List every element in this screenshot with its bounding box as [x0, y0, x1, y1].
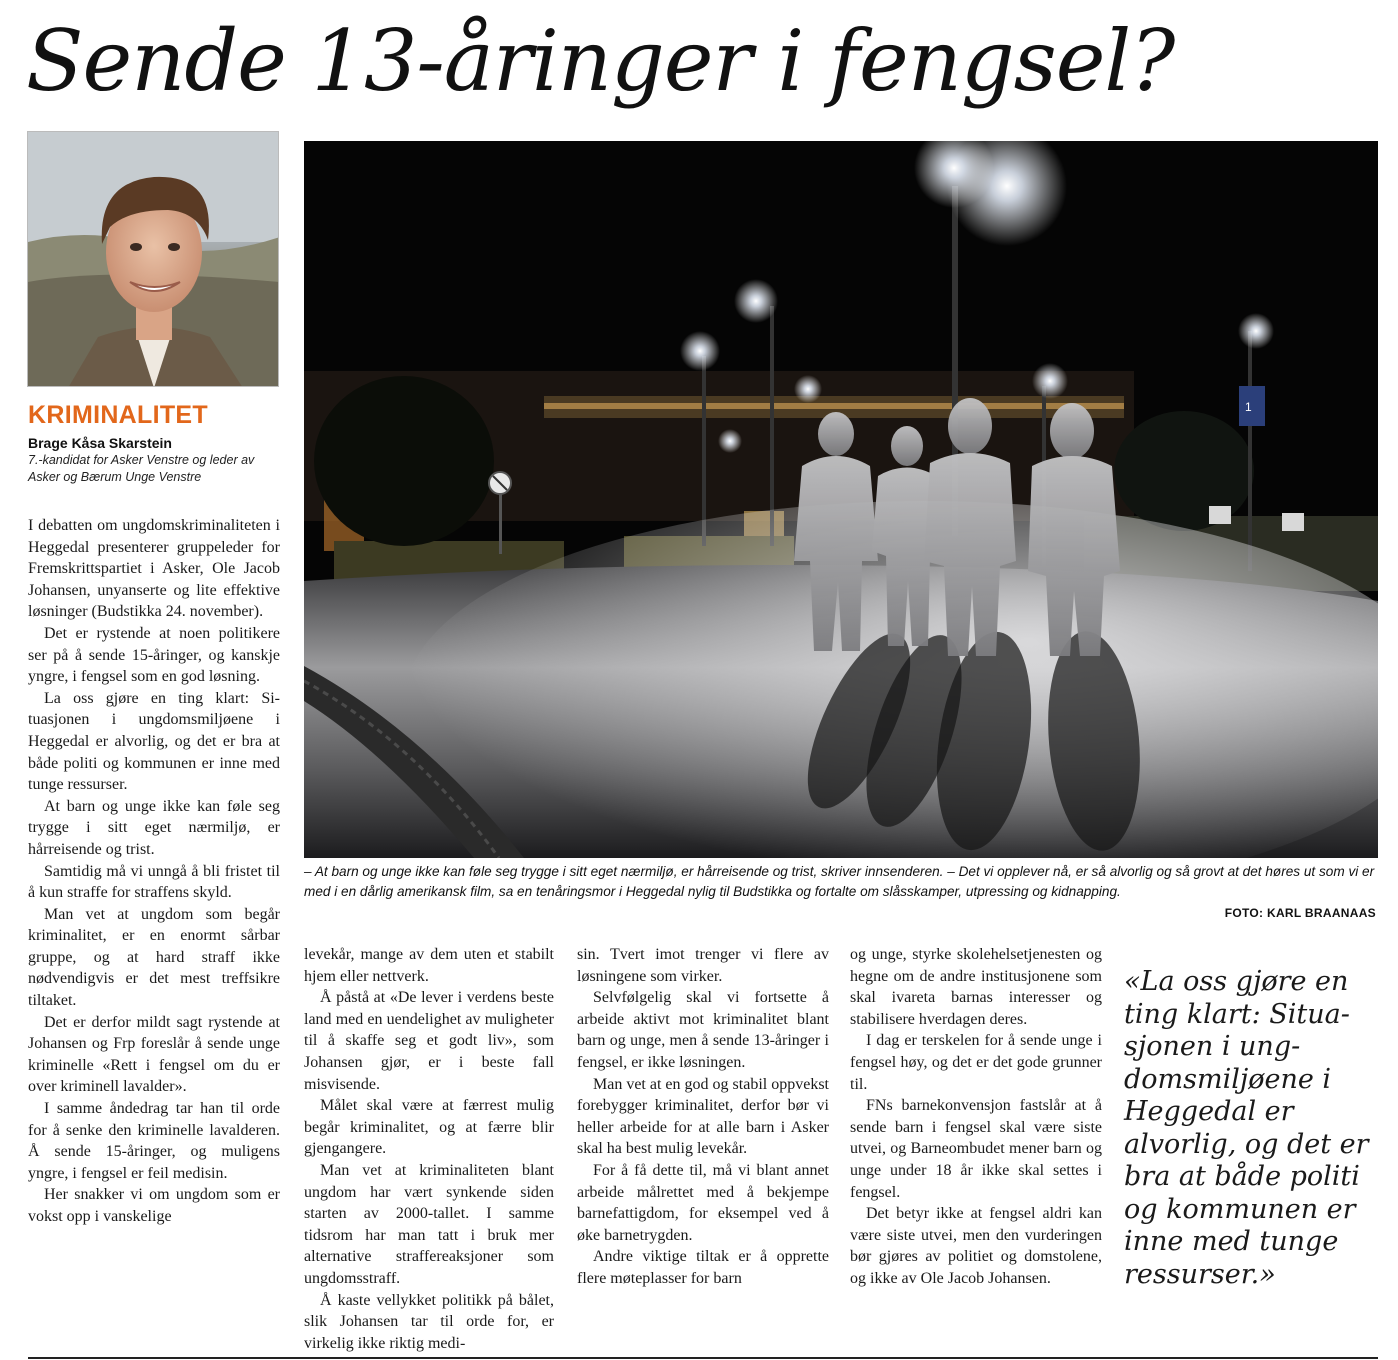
author-description: 7.-kandidat for Asker Venstre og leder av Asker og Bærum Unge Venstre: [28, 453, 255, 484]
body-paragraph: La oss gjøre en ting klart: Situasjonen i ungdomsmiljøene i Heggedal er alvorlig, og det er bra at både politi og kommunen er inne med tunge ressurser.: [28, 689, 280, 794]
body-column-3: [577, 944, 829, 1354]
body-paragraph: Selvfølgelig skal vi fortsette å arbeide aktivt mot kriminalitet blant barn og unge, men å sende 13-åringer i fengsel, er ikke løsningen.: [577, 989, 829, 1071]
body-paragraph: I debatten om ungdomskriminaliteten i Heggedal presenterer gruppeleder for Fremskrittspartiet i Asker, Ole Jacob Johansen, unyanserte og lite effektive løsninger (Budstikka 24. november).: [28, 517, 280, 621]
body-paragraph: Andre viktige tiltak er å opprette flere møteplasser for barn: [577, 1248, 829, 1287]
article-photo: [304, 141, 1378, 858]
body-paragraph: Målet skal være at færrest mulig begår kriminalitet, og at færre blir gjengangere.: [304, 1097, 554, 1158]
body-paragraph: Det betyr ikke at fengsel aldri kan være siste utvei, men den vurderingen bør gjøres av politiet og domstolene, og ikke av Ole Jacob Johansen.: [850, 1205, 1102, 1287]
body-paragraph: Det er rystende at noen politikere ser på å sende 15-åringer, og kanskje yngre, i fengsel som en god løsning.: [28, 624, 280, 686]
headline: Sende 13-åringer i fengsel?: [26, 12, 1175, 110]
section-kicker: KRIMINALITET: [28, 401, 208, 429]
bottom-divider: [28, 1357, 1378, 1359]
body-paragraph: og unge, styrke skolehelsetjenesten og hegne om de andre institusjonene som skal ivareta barnas interesser og stabilisere hverdagen deres.: [850, 946, 1102, 1028]
body-paragraph: Å påstå at «De lever i verdens beste land med en uendelighet av muligheter til å skaffe seg et godt liv», som Johansen gjør, er i beste fall misvisende.: [304, 989, 554, 1093]
station-sign-number: 1: [1245, 400, 1252, 414]
author-portrait: [27, 131, 279, 387]
photo-credit: FOTO: KARL BRAANAAS: [1224, 906, 1376, 920]
body-paragraph: Samtidig må vi unngå å bli fristet til å kun straffe for straffens skyld.: [28, 862, 280, 902]
pull-quote: «La oss gjøre en ting klart: Situasjonen i ungdomsmiljøene i Heggedal er alvorlig, og det er bra at både politi og kommunen er inne med tunge ressurser.»: [1124, 966, 1369, 1290]
body-paragraph: Man vet at kriminaliteten blant ungdom har vært synkende siden starten av 2000-tallet. I samme tidsrom har man tatt i bruk mer alternative straffereaksjoner som ungdomsstraff.: [304, 1161, 554, 1287]
body-paragraph: Man vet at ungdom som begår kriminalitet, er en enormt sårbar gruppe, og at hard straff ikke nødvendigvis er det mest treffsikre tiltaket.: [28, 905, 280, 1010]
body-column-4: [850, 944, 1102, 1354]
body-paragraph: For å få dette til, må vi blant annet arbeide målrettet med å bekjempe barnefattigdom, for eksempel ved å øke barnetrygden.: [577, 1161, 829, 1244]
body-paragraph: Man vet at en god og stabil oppvekst forebygger kriminalitet, derfor bør vi heller arbeide for at alle barn i Asker skal ha best mulig levekår.: [577, 1075, 829, 1158]
body-column-2: [304, 944, 554, 1354]
body-paragraph: FNs barnekonvensjon fastslår at å sende barn i fengsel skal være siste utvei, og Barneombudet mener barn og unge under 18 år ikke skal settes i fengsel.: [850, 1097, 1102, 1201]
body-paragraph: levekår, mange av dem uten et stabilt hjem eller nettverk.: [304, 946, 554, 985]
body-paragraph: Her snakker vi om ungdom som er vokst opp i vanskelige: [28, 1186, 280, 1225]
body-paragraph: Å kaste vellykket politikk på bålet, slik Johansen tar til orde for, er virkelig ikke riktig medi-: [304, 1291, 554, 1352]
body-paragraph: At barn og unge ikke kan føle seg trygge i sitt eget nærmiljø, er hårreisende og trist.: [28, 797, 280, 858]
body-paragraph: I dag er terskelen for å sende unge i fengsel høy, og det er det gode grunner til.: [850, 1032, 1102, 1093]
body-column-1: [28, 515, 280, 1355]
author-name: Brage Kåsa Skarstein: [28, 435, 172, 451]
body-paragraph: sin. Tvert imot trenger vi flere av løsningene som virker.: [577, 946, 829, 985]
body-paragraph: Det er derfor mildt sagt rystende at Johansen og Frp foreslår å sende unge kriminelle «Rett i fengsel om du er over kriminell lavalder».: [28, 1013, 280, 1096]
photo-caption: – At barn og unge ikke kan føle seg trygge i sitt eget nærmiljø, er hårreisende og trist, skriver innsenderen. – Det vi opplever nå, er så alvorlig og så grovt at det høres ut som vi er med i en dårlig amerikansk film, sa en tenåringsmor i Heggedal nylig til Budstikka og fortalte om slåsskamper, utpressing og kidnapping.: [304, 864, 1375, 899]
body-paragraph: I samme åndedrag tar han til orde for å senke den kriminelle lavalderen. Å sende 15-åringer, og muligens yngre, i fengsel er feil medisin.: [28, 1100, 280, 1182]
